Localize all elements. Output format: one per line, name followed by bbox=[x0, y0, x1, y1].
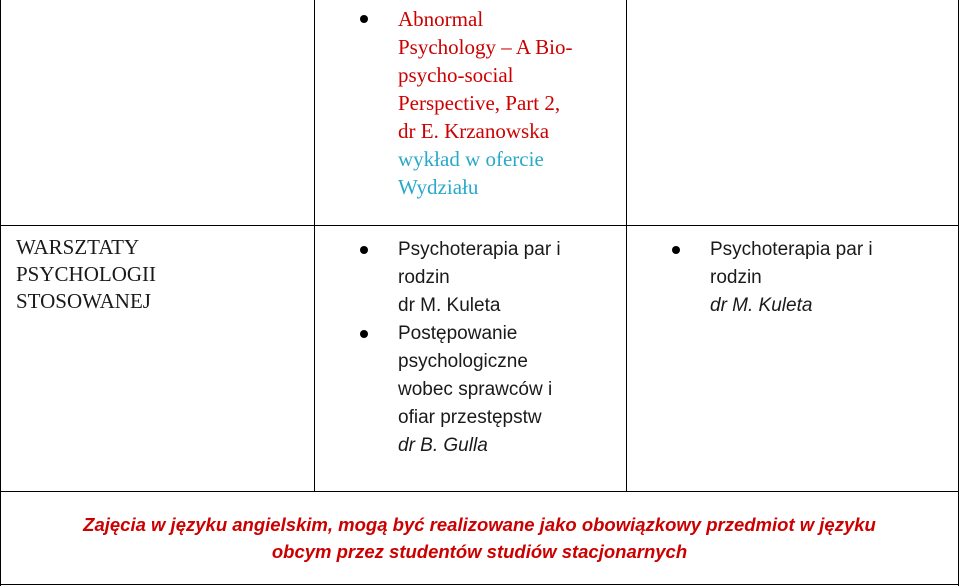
course-title-line: psychologiczne bbox=[398, 351, 528, 372]
course-title-line: ofiar przestępstw bbox=[398, 407, 542, 428]
course-list-item bbox=[360, 5, 620, 201]
section-heading-line: WARSZTATY bbox=[16, 235, 140, 259]
course-title-line: wobec sprawców i bbox=[398, 379, 553, 400]
section-heading bbox=[16, 234, 306, 315]
footer-note bbox=[1, 511, 958, 565]
course-lecturer: dr M. Kuleta bbox=[398, 295, 501, 316]
course-list-item bbox=[672, 236, 954, 320]
section-heading-line: STOSOWANEJ bbox=[16, 289, 151, 313]
row-divider-1 bbox=[0, 225, 959, 226]
course-lecturer: dr B. Gulla bbox=[398, 435, 488, 456]
course-note-line: Wydziału bbox=[398, 175, 479, 199]
row-divider-2 bbox=[0, 491, 959, 492]
table-border-right bbox=[958, 0, 959, 586]
course-lecturer: dr E. Krzanowska bbox=[398, 119, 550, 143]
course-list-item bbox=[360, 236, 620, 320]
footer-note-line: Zajęcia w języku angielskim, mogą być realizowane jako obowiązkowy przedmiot w języku bbox=[83, 514, 876, 535]
table-border-left bbox=[0, 0, 1, 586]
course-title-line: rodzin bbox=[710, 267, 762, 288]
course-title-line: Perspective, Part 2, bbox=[398, 91, 561, 115]
table-border-bottom bbox=[0, 584, 959, 585]
course-note-line: wykład w ofercie bbox=[398, 147, 544, 171]
course-title-line: Postępowanie bbox=[398, 323, 518, 344]
course-lecturer: dr M. Kuleta bbox=[710, 295, 813, 316]
bullet-icon bbox=[360, 330, 368, 338]
bullet-icon bbox=[360, 246, 368, 254]
course-cell-row2-middle bbox=[360, 236, 620, 460]
column-divider-2 bbox=[626, 0, 627, 491]
course-title-line: psycho-social bbox=[398, 63, 514, 87]
course-cell-row1 bbox=[360, 5, 620, 201]
bullet-icon bbox=[360, 15, 368, 23]
column-divider-1 bbox=[314, 0, 315, 491]
course-list-item bbox=[360, 320, 620, 460]
section-heading-line: PSYCHOLOGII bbox=[16, 262, 157, 286]
course-title-line: rodzin bbox=[398, 267, 450, 288]
course-title-line: Abnormal bbox=[398, 7, 484, 31]
course-title-line: Psychology – A Bio- bbox=[398, 35, 573, 59]
course-title-line: Psychoterapia par i bbox=[710, 239, 873, 260]
footer-note-line: obcym przez studentów studiów stacjonarnych bbox=[271, 541, 688, 562]
course-cell-row2-right bbox=[672, 236, 954, 320]
course-title-line: Psychoterapia par i bbox=[398, 239, 561, 260]
bullet-icon bbox=[672, 246, 680, 254]
